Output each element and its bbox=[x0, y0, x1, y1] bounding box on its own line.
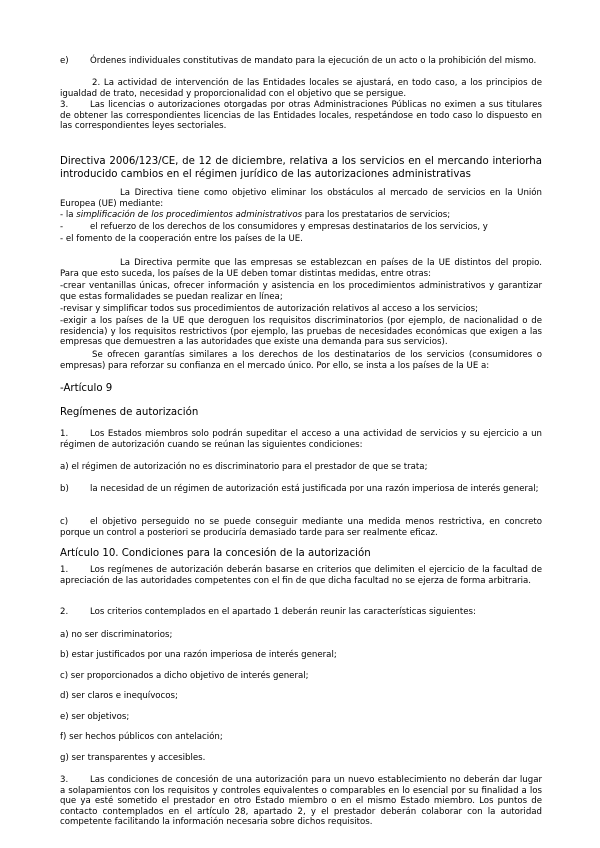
art9-condition-c bbox=[60, 517, 542, 538]
criterion-g: g) ser transparentes y accesibles. bbox=[60, 753, 206, 763]
criterion-f: f) ser hechos públicos con antelación; bbox=[60, 732, 223, 742]
art9-paragraph-1 bbox=[60, 429, 542, 450]
item-marker: 1. bbox=[60, 565, 69, 575]
item-marker: b) bbox=[60, 484, 69, 494]
item-marker: c) bbox=[60, 517, 69, 527]
intro-paragraph-2: 2. La actividad de intervención de las Entidades locales se ajustará, en todo caso, a los principios de igualdad de trato, necesidad y proporcionalidad con el objetivo que se persigue. bbox=[60, 78, 542, 99]
art9-heading: -Artículo 9 bbox=[60, 383, 113, 394]
intro-item-e bbox=[60, 56, 542, 67]
item-marker: 2. bbox=[60, 607, 69, 617]
item-marker: e) bbox=[60, 56, 69, 66]
permits-intro: La Directiva permite que las empresas se establezcan en países de la UE distintos del propio. Para que esto suceda, los países de la UE deben tomar distintas medidas, entre otras: bbox=[60, 258, 542, 279]
measure-1: -crear ventanillas únicas, ofrecer información y asistencia en los procedimientos administrativos y garantizar que estas formalidades se puedan realizar en línea; bbox=[60, 281, 542, 302]
intro-paragraph-3 bbox=[60, 100, 542, 132]
art10-paragraph-1 bbox=[60, 565, 542, 586]
criterion-a: a) no ser discriminatorios; bbox=[60, 630, 173, 640]
art10-paragraph-3 bbox=[60, 775, 542, 828]
item-text: Las licencias o autorizaciones otorgadas por otras Administraciones Públicas no eximen a sus titulares de obtener las correspondientes licencias de las Entidades locales, respetándose en todo caso lo dispuesto en las correspondientes leyes sectoriales. bbox=[60, 100, 542, 132]
item-text: Órdenes individuales constitutivas de mandato para la ejecución de un acto o la prohibición del mismo. bbox=[90, 56, 537, 66]
item-marker: 1. bbox=[60, 429, 69, 439]
directive-title: Directiva 2006/123/CE, de 12 de diciembre, relativa a los servicios en el mercando interiorha introducido cambios en el régimen jurídico de las autorizaciones administrativas bbox=[60, 156, 542, 180]
item-marker: 3. bbox=[60, 100, 69, 110]
art10-paragraph-2 bbox=[60, 607, 542, 618]
guarantees-paragraph: Se ofrecen garantías similares a los derechos de los destinatarios de los servicios (consumidores o empresas) para reforzar su confianza en el mercado único. Por ello, se insta a los países de la UE a: bbox=[60, 350, 542, 371]
item-text: Los Estados miembros solo podrán supeditar el acceso a una actividad de servicios y su ejercicio a un régimen de autorización cuando se reúnan las siguientes condiciones: bbox=[60, 429, 542, 450]
art9-condition-a: a) el régimen de autorización no es discriminatorio para el prestador de que se trata; bbox=[60, 462, 428, 472]
criterion-b: b) estar justificados por una razón imperiosa de interés general; bbox=[60, 650, 337, 660]
bullet-emphasis: simplificación de los procedimientos administrativos bbox=[76, 210, 303, 220]
item-text: Los regímenes de autorización deberán basarse en criterios que delimiten el ejercicio de la facultad de apreciación de las autoridades competentes con el fin de que dicha facultad no se ejerza de forma arbitraria. bbox=[60, 565, 542, 586]
criterion-e: e) ser objetivos; bbox=[60, 712, 130, 722]
bullet-text: el refuerzo de los derechos de los consumidores y empresas destinatarios de los servicios, y bbox=[90, 222, 488, 232]
item-text: el objetivo perseguido no se puede conseguir mediante una medida menos restrictiva, en concreto porque un control a posteriori se produciría demasiado tarde para ser realmente eficaz. bbox=[60, 517, 542, 538]
objective-intro: La Directiva tiene como objetivo eliminar los obstáculos al mercado de servicios en la Unión Europea (UE) mediante: bbox=[60, 188, 542, 209]
item-text: Los criterios contemplados en el apartado 1 deberán reunir las características siguientes: bbox=[90, 607, 476, 617]
objective-bullet-3: - el fomento de la cooperación entre los países de la UE. bbox=[60, 234, 303, 244]
bullet-suffix: para los prestatarios de servicios; bbox=[302, 210, 451, 220]
measure-2: -revisar y simplificar todos sus procedimientos de autorización relativos al acceso a los servicios; bbox=[60, 304, 478, 314]
item-text: Las condiciones de concesión de una autorización para un nuevo establecimiento no deberán dar lugar a solapamientos con los requisitos y controles equivalentes o comparables en lo esencial por su finalidad a los que ya esté sometido el prestador en otro Estado miembro o en el mismo Estado miembro. Los puntos de contacto contemplados en el artículo 28, apartado 2, y el prestador deberán colaborar con la autoridad competente facilitando la información necesaria sobre dichos requisitos. bbox=[60, 775, 542, 828]
measure-3: -exigir a los países de la UE que deroguen los requisitos discriminatorios (por ejemplo, de nacionalidad o de residencia) y los requisitos restrictivos (por ejemplo, las pruebas de necesidades económicas que exigen a las empresas que demuestren a las autoridades que existe una demanda para sus servicios). bbox=[60, 316, 542, 348]
art10-heading: Artículo 10. Condiciones para la concesión de la autorización bbox=[60, 548, 371, 559]
art9-subheading: Regímenes de autorización bbox=[60, 407, 199, 418]
bullet-marker: - bbox=[60, 222, 64, 232]
item-text: la necesidad de un régimen de autorización está justificada por una razón imperiosa de interés general; bbox=[90, 484, 539, 494]
objective-bullet-2 bbox=[60, 222, 542, 233]
criterion-c: c) ser proporcionados a dicho objetivo de interés general; bbox=[60, 671, 309, 681]
objective-bullet-1 bbox=[60, 210, 542, 221]
criterion-d: d) ser claros e inequívocos; bbox=[60, 691, 178, 701]
item-marker: 3. bbox=[60, 775, 69, 785]
bullet-prefix: - la bbox=[60, 210, 77, 220]
art9-condition-b bbox=[60, 484, 542, 495]
